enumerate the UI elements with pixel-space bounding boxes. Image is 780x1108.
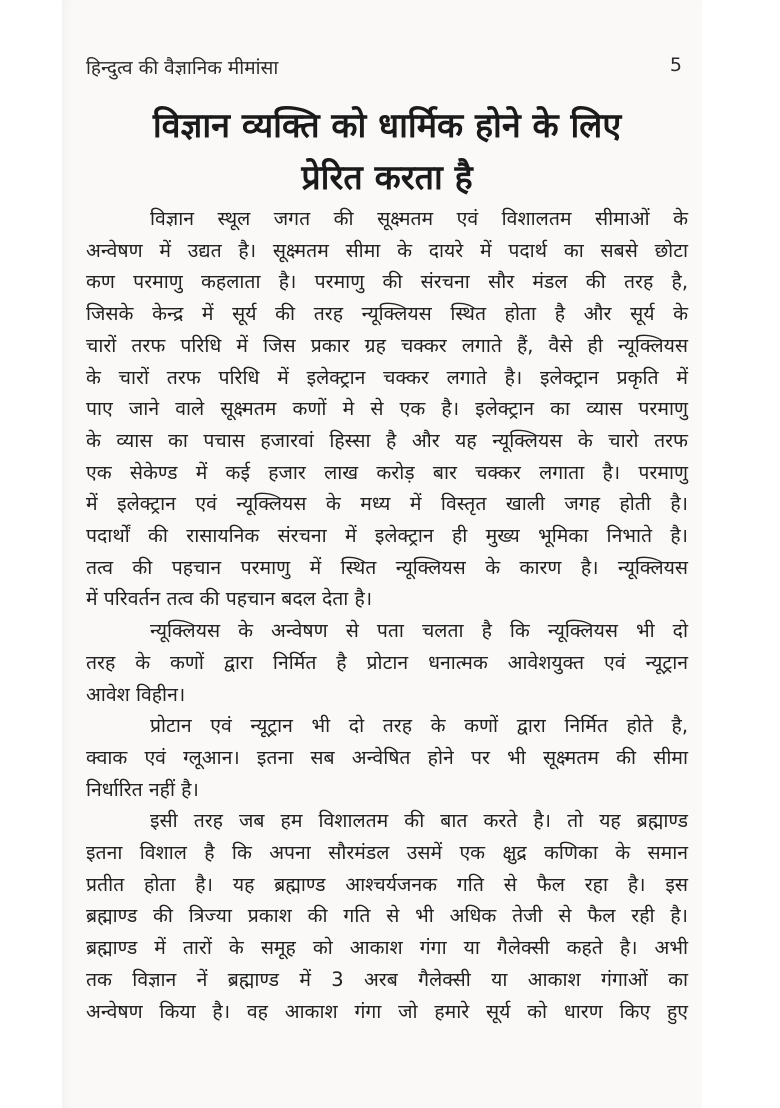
text-line: एक सेकेण्ड में कई हजार लाख करोड़ बार चक्कर लगाता है। परमाणु (86, 460, 688, 484)
paragraph-1 (86, 203, 688, 615)
page-number: 5 (669, 54, 682, 76)
text-line: न्यूक्लियस के अन्वेषण से पता चलता है कि न्यूक्लियस भी दो (150, 619, 688, 643)
text-line: में परिवर्तन तत्व की पहचान बदल देता है। (86, 587, 373, 611)
text-line: इसी तरह जब हम विशालतम की बात करते है। तो यह ब्रह्माण्ड (150, 809, 688, 833)
text-line: तत्व की पहचान परमाणु में स्थित न्यूक्लियस के कारण है। न्यूक्लियस (86, 555, 688, 579)
text-line: आवेश विहीन। (86, 682, 186, 706)
text-line: पदार्थों की रासायनिक संरचना में इलेक्ट्रान ही मुख्य भूमिका निभाते है। (86, 524, 688, 548)
body-text (86, 203, 688, 1027)
text-line: के व्यास का पचास हजारवां हिस्सा है और यह न्यूक्लियस के चारो तरफ (86, 428, 688, 452)
chapter-title (86, 100, 688, 204)
text-line: तरह के कणों द्वारा निर्मित है प्रोटान धनात्मक आवेशयुक्त एवं न्यूट्रान (86, 650, 688, 674)
text-line: प्रोटान एवं न्यूट्रान भी दो तरह के कणों द्वारा निर्मित होते है, (150, 714, 688, 738)
text-line: निर्धारित नहीं है। (86, 777, 199, 801)
text-line: पाए जाने वाले सूक्ष्मतम कणों मे से एक है। इलेक्ट्रान का व्यास परमाणु (86, 397, 688, 421)
text-line: ब्रह्माण्ड में तारों के समूह को आकाश गंगा या गैलेक्सी कहते है। अभी (86, 936, 688, 960)
paragraph-3 (86, 710, 688, 805)
chapter-title-line-1: विज्ञान व्यक्ति को धार्मिक होने के लिए (152, 106, 622, 146)
text-line: विज्ञान स्थूल जगत की सूक्ष्मतम एवं विशालतम सीमाओं के (150, 207, 688, 230)
text-line: के चारों तरफ परिधि में इलेक्ट्रान चक्कर लगाते है। इलेक्ट्रान प्रकृति में (86, 365, 688, 389)
text-line: अन्वेषण किया है। वह आकाश गंगा जो हमारे सूर्य को धारण किए हुए (86, 999, 688, 1023)
text-line: जिसके केन्द्र में सूर्य की तरह न्यूक्लियस स्थित होता है और सूर्य के (86, 302, 688, 326)
paragraph-2 (86, 615, 688, 710)
text-line: कण परमाणु कहलाता है। परमाणु की संरचना सौर मंडल की तरह है, (86, 270, 688, 294)
chapter-title-line-2: प्रेरित करता है (301, 158, 473, 198)
text-line: प्रतीत होता है। यह ब्रह्माण्ड आश्चर्यजनक गति से फैल रहा है। इस (86, 872, 688, 896)
text-line: ब्रह्माण्ड की त्रिज्या प्रकाश की गति से भी अधिक तेजी से फैल रही है। (86, 904, 688, 928)
text-line: में इलेक्ट्रान एवं न्यूक्लियस के मध्य में विस्तृत खाली जगह होती है। (86, 492, 688, 516)
running-head (86, 54, 686, 84)
text-line: क्वाक एवं ग्लूआन। इतना सब अन्वेषित होने पर भी सूक्ष्मतम की सीमा (86, 745, 688, 769)
text-line: तक विज्ञान नें ब्रह्माण्ड में 3 अरब गैलेक्सी या आकाश गंगाओं का (86, 967, 688, 991)
text-line: इतना विशाल है कि अपना सौरमंडल उसमें एक क्षुद्र कणिका के समान (86, 841, 688, 865)
text-line: अन्वेषण में उद्यत है। सूक्ष्मतम सीमा के दायरे में पदार्थ का सबसे छोटा (86, 238, 688, 262)
text-line: चारों तरफ परिधि में जिस प्रकार ग्रह चक्कर लगाते हैं, वैसे ही न्यूक्लियस (86, 333, 688, 357)
running-head-title: हिन्दुत्व की वैज्ञानिक मीमांसा (86, 57, 279, 79)
paragraph-4 (86, 805, 688, 1027)
